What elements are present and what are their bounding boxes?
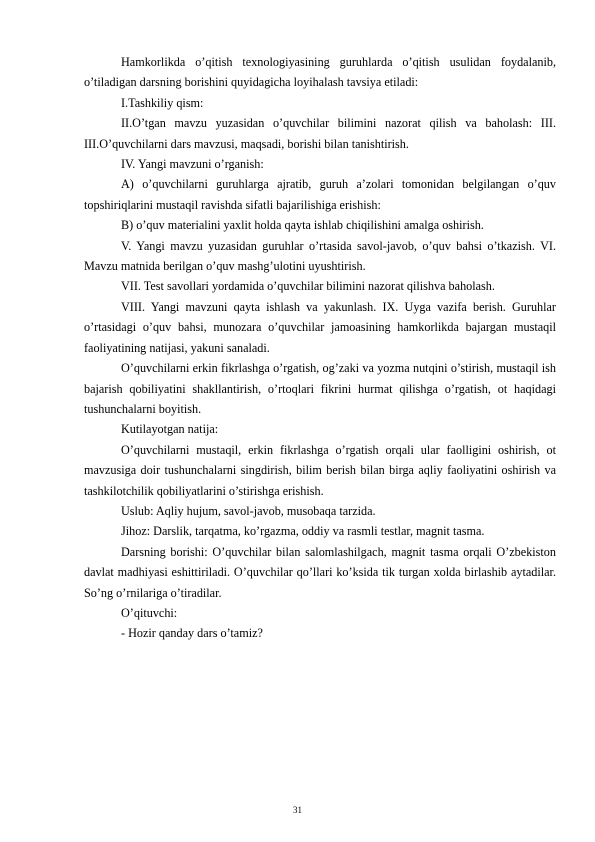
paragraph-step-vii: VII. Test savollari yordamida o’quvchilar bilimini nazorat qilishva baholash. <box>121 279 495 294</box>
paragraph-expected-result-heading: Kutilayotgan natija: <box>121 422 219 437</box>
body-text <box>84 52 556 644</box>
paragraph-equipment: Jihoz: Darslik, tarqatma, ko’rgazma, oddiy va rasmli testlar, magnit tasma. <box>121 524 485 539</box>
paragraph-expected-result: O’quvchilarni mustaqil, erkin fikrlashga o’rgatish orqali ular faolligini oshirish, ot mavzusiga doir tushunchalarni singdirish, bilim berish bilan birga aqliy faoliyatini oshirish va tashkilotchilik qobiliyatlarini o’stirishga erishish. <box>84 442 556 498</box>
paragraph-lesson-progress: Darsning borishi: O’quvchilar bilan salomlashilgach, magnit tasma orqali O’zbekiston davlat madhiyasi eshittiriladi. O’quvchilar qo’llari ko’ksida tik turgan xolda birlashib aytadilar. So’ng o’rnilariga o’tiradilar. <box>84 544 556 600</box>
paragraph-knowledge-check: II.O’tgan mavzu yuzasidan o’quvchilar bilimini nazorat qilish va baholash: III. III.O’quvchilarni dars mavzusi, maqsadi, borishi bilan tanishtirish. <box>84 116 556 151</box>
paragraph-goals: O’quvchilarni erkin fikrlashga o’rgatish, og’zaki va yozma nutqini o’stirish, mustaqil ish bajarish qobiliyatini shakllantirish, o’rtoqlari fikrini hurmat qilishga o’rgatish, ot haqidagi tushunchalarni boyitish. <box>84 361 556 416</box>
paragraph-teacher-label: O’qituvchi: <box>121 605 178 620</box>
page-number: 31 <box>293 805 302 815</box>
paragraph-intro: Hamkorlikda o’qitish texnologiyasining guruhlarda o’qitish usulidan foydalanib, o’tiladigan darsning borishini quyidagicha loyihalash tavsiya etiladi: <box>84 55 556 90</box>
paragraph-teacher-question: - Hozir qanday dars o’tamiz? <box>121 626 263 641</box>
paragraph-step-b: B) o’quv materialini yaxlit holda qayta ishlab chiqilishini amalga oshirish. <box>121 218 484 233</box>
paragraph-organizational-part: I.Tashkiliy qism: <box>121 95 204 110</box>
paragraph-new-topic: IV. Yangi mavzuni o’rganish: <box>121 157 264 172</box>
paragraph-step-a: A) o’quvchilarni guruhlarga ajratib, guruh a’zolari tomonidan belgilangan o’quv topshiriqlarini mustaqil ravishda sifatli bajarilishiga erishish: <box>84 177 556 212</box>
paragraph-step-v-vi: V. Yangi mavzu yuzasidan guruhlar o’rtasida savol-javob, o’quv bahsi o’tkazish. VI. Mavzu matnida berilgan o’quv mashg’ulotini uyushtirish. <box>84 238 556 274</box>
paragraph-method: Uslub: Aqliy hujum, savol-javob, musobaqa tarzida. <box>121 503 376 518</box>
paragraph-step-viii-ix: VIII. Yangi mavzuni qayta ishlash va yakunlash. IX. Uyga vazifa berish. Guruhlar o’rtasidagi o’quv bahsi, munozara o’quvchilar jamoasining hamkorlikda bajargan mustaqil faoliyatining natijasi, yakuni sanaladi. <box>84 299 556 355</box>
